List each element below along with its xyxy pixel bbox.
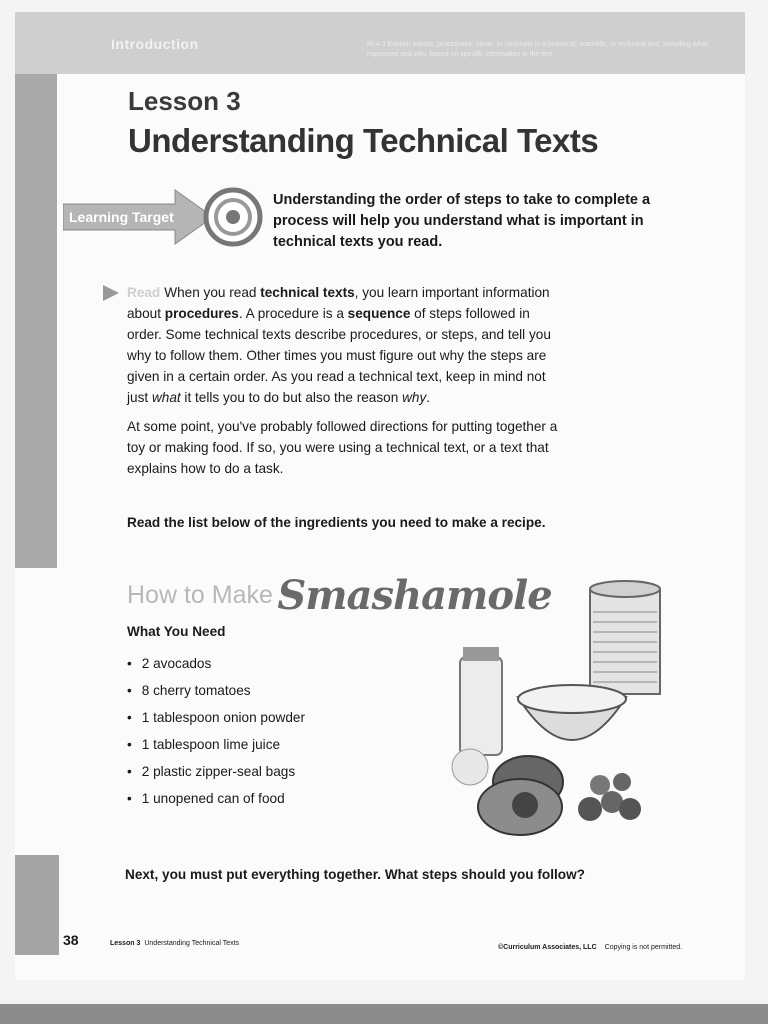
learning-target-label: Learning Target xyxy=(69,209,174,225)
play-triangle-icon xyxy=(103,285,119,301)
lime-icon xyxy=(452,749,488,785)
tomatoes-icon xyxy=(578,773,641,821)
term-sequence: sequence xyxy=(347,306,411,321)
text-run: . A procedure is a xyxy=(238,306,348,321)
read-section xyxy=(103,282,563,487)
footer-lesson-label: Lesson 3 xyxy=(110,940,141,947)
list-item: • 1 tablespoon lime juice xyxy=(127,731,305,758)
copy-notice: Copying is not permitted. xyxy=(604,944,683,951)
standard-text: RI.4.3 Explain events, procedures, ideas, or concepts in a historical, scientific, or technical text, including what happened and why, based on specific information in the text. xyxy=(367,41,708,58)
instruction-text: Read the list below of the ingredients you need to make a recipe. xyxy=(127,515,546,530)
learning-target-text: Understanding the order of steps to take to complete a process will help you understand what is important in technical texts you read. xyxy=(273,192,651,250)
ingredients-illustration xyxy=(390,577,665,837)
list-item: • 1 unopened can of food xyxy=(127,785,305,812)
text-run: When you read xyxy=(164,285,261,300)
text-run: , you learn important information about xyxy=(127,285,550,321)
read-label: Read xyxy=(127,285,161,300)
header-band xyxy=(15,12,745,74)
publisher-name: ©Curriculum Associates, LLC xyxy=(498,944,597,951)
read-paragraph-2: At some point, you've probably followed directions for putting together a toy or making food. If so, you were using a technical text, or a text that explains how to do a task. xyxy=(127,419,558,476)
lesson-number: Lesson 3 xyxy=(128,86,241,116)
list-item: • 1 tablespoon onion powder xyxy=(127,704,305,731)
list-item: • 2 plastic zipper-seal bags xyxy=(127,758,305,785)
read-paragraph-1 xyxy=(127,282,563,408)
term-technical-texts: technical texts xyxy=(260,285,355,300)
jar-icon xyxy=(460,647,502,755)
avocado-icon xyxy=(478,756,563,835)
can-icon xyxy=(590,581,660,694)
list-item: • 2 avocados xyxy=(127,650,305,677)
list-item: • 8 cherry tomatoes xyxy=(127,677,305,704)
next-page-edge xyxy=(0,1004,768,1024)
page-number: 38 xyxy=(63,932,79,948)
term-procedures: procedures xyxy=(164,306,239,321)
next-question: Next, you must put everything together. What steps should you follow? xyxy=(125,867,585,882)
recipe-title-prefix: How to Make xyxy=(127,581,273,609)
text-run: it tells you to do but also the reason xyxy=(180,390,403,405)
copyright-notice xyxy=(498,944,682,951)
ingredients-heading: What You Need xyxy=(127,624,226,639)
workbook-page xyxy=(15,12,745,980)
footer-lesson xyxy=(110,940,239,947)
text-run: of steps followed in order. Some technical texts describe procedures, or steps, and tell you why to follow them. Other times you must figure out why the steps are given in a certain order. As you read a technical text, keep in mind not just xyxy=(127,306,551,405)
emphasis-what: what xyxy=(151,390,181,405)
left-margin-band-lower xyxy=(15,855,59,955)
section-label: Introduction xyxy=(111,36,199,52)
emphasis-why: why xyxy=(402,390,427,405)
lesson-title: Understanding Technical Texts xyxy=(128,122,599,159)
bowl-icon xyxy=(518,685,626,740)
ingredients-list xyxy=(127,650,305,812)
learning-target-icon xyxy=(63,182,263,252)
footer-lesson-title: Understanding Technical Texts xyxy=(144,940,240,947)
left-margin-band xyxy=(15,74,57,568)
recipe-title-main: Smashamole xyxy=(277,572,552,619)
text-run: . xyxy=(426,390,431,405)
